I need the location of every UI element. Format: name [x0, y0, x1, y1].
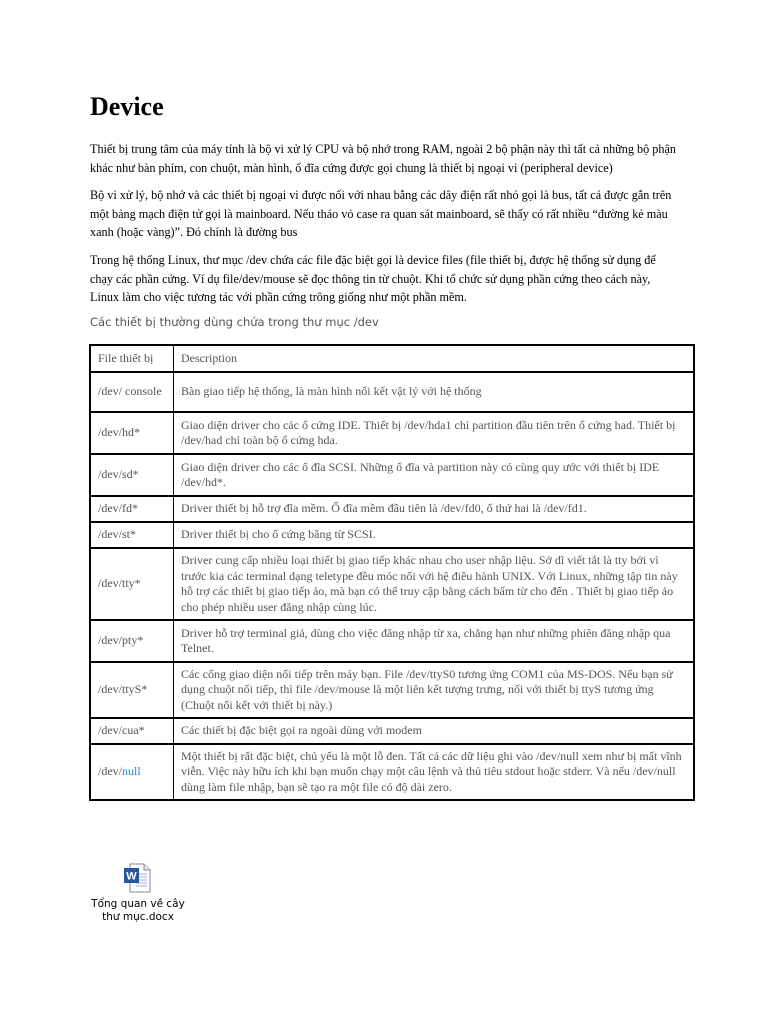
table-row: [90, 744, 694, 800]
page-title: Device: [90, 92, 164, 121]
file-prefix: /dev/: [98, 764, 122, 779]
cell-description: Driver cung cấp nhiều loại thiết bị giao tiếp khác nhau cho user nhập liệu. Sở dĩ viết tắt là tty bởi vì trước kia các terminal dạng teletype đều móc nối với hệ điều hành UNIX. Với Linux, những tập tin này hỗ trợ các thiết bị giao tiếp ảo, mà bạn có thể truy cập bằng cách bấm từ cho đến . Thiết bị giao tiếp ảo cho phép nhiều user đăng nhập cùng lúc.: [174, 548, 695, 620]
paragraph-2: Bộ vi xử lý, bộ nhớ và các thiết bị ngoại vi được nối với nhau bằng các dây điện rất nhỏ gọi là bus, tất cả được gắn trên một bảng mạch điện tử gọi là mainboard. Nếu tháo vỏ case ra quan sát mainboard, sẽ thấy có rất nhiều “đường kẻ màu xanh (hoặc vàng)”. Đó chính là đường bus: [90, 188, 672, 239]
table-header-row: [90, 345, 694, 372]
word-document-icon: [122, 862, 154, 894]
table-caption: Các thiết bị thường dùng chứa trong thư mục /dev: [90, 315, 379, 329]
cell-description: Driver thiết bị cho ổ cứng băng từ SCSI.: [174, 522, 695, 548]
null-link[interactable]: null: [122, 764, 141, 779]
header-file: File thiết bị: [90, 345, 174, 372]
table-row: [90, 620, 694, 662]
cell-file: /dev/sd*: [90, 454, 174, 496]
cell-description: Driver hỗ trợ terminal giả, dùng cho việc đăng nhập từ xa, chẳng hạn như những phiên đăng nhập qua Telnet.: [174, 620, 695, 662]
table-row: [90, 454, 694, 496]
table-row: [90, 662, 694, 718]
cell-description: Giao diện driver cho các ổ đĩa SCSI. Những ổ đĩa và partition này có cùng quy ước với thiết bị IDE /dev/hd*.: [174, 454, 695, 496]
cell-file: /dev/ console: [90, 372, 174, 412]
cell-description: Giao diện driver cho các ổ cứng IDE. Thiết bị /dev/hda1 chỉ partition đầu tiên trên ổ cứng had. Thiết bị /dev/had chỉ toàn bộ ổ cứng hda.: [174, 412, 695, 454]
attachment-docx[interactable]: [90, 862, 186, 924]
cell-file: /dev/cua*: [90, 718, 174, 744]
table-row: [90, 372, 694, 412]
attachment-label: Tổng quan về cây thư mục.docx: [91, 898, 185, 923]
header-description: Description: [174, 345, 695, 372]
device-table: [89, 344, 695, 801]
table-row: [90, 412, 694, 454]
svg-text:W: W: [126, 870, 137, 883]
paragraph-1: Thiết bị trung tâm của máy tính là bộ vi xử lý CPU và bộ nhớ trong RAM, ngoài 2 bộ phận này thì tất cả những bộ phận khác như bàn phím, con chuột, màn hình, ổ đĩa cứng được gọi chung là thiết bị ngoại vi (peripheral device): [90, 142, 676, 175]
table-row: [90, 548, 694, 620]
table-row: [90, 718, 694, 744]
cell-file: /dev/hd*: [90, 412, 174, 454]
cell-file: /dev/pty*: [90, 620, 174, 662]
paragraph-3: Trong hệ thống Linux, thư mục /dev chứa các file đặc biệt gọi là device files (file thiết bị, được hệ thống sử dụng để chạy các phần cứng. Ví dụ file/dev/mouse sẽ đọc thông tin từ chuột. Khi tổ chức sử dụng phần cứng theo cách này, Linux làm cho việc tương tác với phần cứng trông giống như một phần mềm.: [90, 253, 656, 304]
cell-file: /dev/tty*: [90, 548, 174, 620]
cell-file: [90, 744, 174, 800]
cell-description: Các cổng giao diện nối tiếp trên máy bạn. File /dev/ttyS0 tương ứng COM1 của MS-DOS. Nếu bạn sử dụng chuột nối tiếp, thì file /dev/mouse là một liên kết tượng trưng, nối với thiết bị ttyS tương ứng (Chuột nối kết với thiết bị này.): [174, 662, 695, 718]
cell-description: Bàn giao tiếp hệ thống, là màn hình nối kết vật lý với hệ thống: [174, 372, 695, 412]
table-row: [90, 496, 694, 522]
cell-file: /dev/st*: [90, 522, 174, 548]
cell-description: Một thiết bị rất đặc biệt, chủ yếu là một lỗ đen. Tất cả các dữ liệu ghi vào /dev/null xem như bị mất vĩnh viễn. Việc này hữu ích khi bạn muốn chạy một câu lệnh và thủ tiêu stdout hoặc stderr. Và nếu /dev/null dùng làm file nhập, bạn sẽ tạo ra một file có độ dài zero.: [174, 744, 695, 800]
cell-file: /dev/fd*: [90, 496, 174, 522]
cell-file: /dev/ttyS*: [90, 662, 174, 718]
cell-description: Các thiết bị đặc biệt gọi ra ngoài dùng với modem: [174, 718, 695, 744]
table-row: [90, 522, 694, 548]
cell-description: Driver thiết bị hỗ trợ đĩa mềm. Ổ đĩa mềm đầu tiên là /dev/fd0, ổ thứ hai là /dev/fd1.: [174, 496, 695, 522]
